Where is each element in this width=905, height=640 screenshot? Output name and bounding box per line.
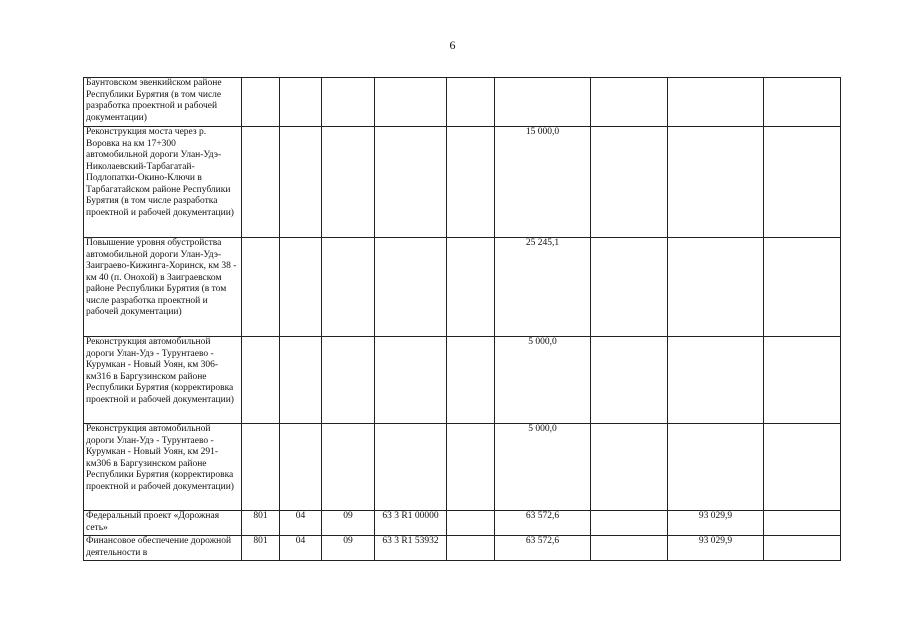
cell-value: 5 000,0 bbox=[495, 424, 591, 511]
cell-value bbox=[764, 337, 841, 424]
cell-value bbox=[242, 238, 280, 337]
cell-value bbox=[280, 127, 322, 238]
cell-value bbox=[447, 536, 495, 561]
cell-name: Финансовое обеспечение дорожной деятельности в bbox=[84, 536, 242, 561]
cell-value bbox=[668, 78, 764, 127]
cell-value bbox=[447, 424, 495, 511]
cell-value: 63 572,6 bbox=[495, 511, 591, 536]
cell-value bbox=[447, 511, 495, 536]
cell-value bbox=[242, 78, 280, 127]
cell-value bbox=[322, 127, 375, 238]
cell-value: 63 572,6 bbox=[495, 536, 591, 561]
cell-value bbox=[764, 78, 841, 127]
cell-value bbox=[668, 238, 764, 337]
cell-name: Реконструкция автомобильной дороги Улан-Удэ - Турунтаево - Курумкан - Новый Уоян, км 306-км316 в Баргузинском районе Республики Бурятия (корректировка проектной и рабочей документации) bbox=[84, 337, 242, 424]
cell-value bbox=[447, 78, 495, 127]
cell-value bbox=[375, 337, 447, 424]
cell-value bbox=[375, 424, 447, 511]
cell-value bbox=[591, 78, 668, 127]
cell-value: 63 3 R1 53932 bbox=[375, 536, 447, 561]
cell-value bbox=[280, 78, 322, 127]
cell-name: Реконструкция автомобильной дороги Улан-Удэ - Турунтаево - Курумкан - Новый Уоян, км 291-км306 в Баргузинском районе Республики Бурятия (корректировка проектной и рабочей документации) bbox=[84, 424, 242, 511]
cell-value bbox=[447, 238, 495, 337]
cell-value bbox=[322, 424, 375, 511]
cell-value: 09 bbox=[322, 511, 375, 536]
cell-value bbox=[242, 424, 280, 511]
cell-value bbox=[591, 424, 668, 511]
cell-value bbox=[668, 127, 764, 238]
cell-value bbox=[591, 511, 668, 536]
cell-value bbox=[668, 337, 764, 424]
cell-value: 801 bbox=[242, 511, 280, 536]
cell-value: 5 000,0 bbox=[495, 337, 591, 424]
cell-name: Баунтовском эвенкийском районе Республики Бурятия (в том числе разработка проектной и рабочей документации) bbox=[84, 78, 242, 127]
cell-value bbox=[375, 238, 447, 337]
table-row bbox=[84, 238, 841, 337]
table-row bbox=[84, 511, 841, 536]
cell-value bbox=[495, 78, 591, 127]
table-row bbox=[84, 536, 841, 561]
cell-value: 63 3 R1 00000 bbox=[375, 511, 447, 536]
cell-value: 15 000,0 bbox=[495, 127, 591, 238]
cell-value bbox=[447, 127, 495, 238]
budget-table bbox=[83, 77, 841, 561]
cell-value bbox=[591, 536, 668, 561]
cell-value: 93 029,9 bbox=[668, 536, 764, 561]
table-row bbox=[84, 337, 841, 424]
cell-value: 04 bbox=[280, 536, 322, 561]
cell-value bbox=[764, 536, 841, 561]
cell-value: 801 bbox=[242, 536, 280, 561]
cell-value bbox=[280, 238, 322, 337]
cell-value bbox=[591, 238, 668, 337]
cell-value bbox=[375, 78, 447, 127]
cell-value: 93 029,9 bbox=[668, 511, 764, 536]
cell-name: Повышение уровня обустройства автомобильной дороги Улан-Удэ-Заиграево-Кижинга-Хоринск, км 38 - км 40 (п. Онохой) в Заиграевском районе Республики Бурятия (в том числе разработка проектной и рабочей документации) bbox=[84, 238, 242, 337]
cell-value bbox=[280, 424, 322, 511]
cell-value bbox=[322, 78, 375, 127]
cell-value bbox=[280, 337, 322, 424]
cell-value bbox=[668, 424, 764, 511]
cell-value bbox=[764, 511, 841, 536]
cell-value bbox=[591, 337, 668, 424]
cell-value bbox=[375, 127, 447, 238]
cell-value bbox=[242, 127, 280, 238]
cell-value: 25 245,1 bbox=[495, 238, 591, 337]
table-row bbox=[84, 424, 841, 511]
cell-name: Реконструкция моста через р. Воровка на км 17+300 автомобильной дороги Улан-Удэ-Николаевский-Тарбагатай-Подлопатки-Окино-Ключи в Тарбагатайском районе Республики Бурятия (в том числе разработка проектной и рабочей документации) bbox=[84, 127, 242, 238]
cell-name: Федеральный проект «Дорожная сеть» bbox=[84, 511, 242, 536]
table-row bbox=[84, 78, 841, 127]
table-row bbox=[84, 127, 841, 238]
cell-value bbox=[322, 337, 375, 424]
cell-value bbox=[764, 127, 841, 238]
cell-value bbox=[764, 238, 841, 337]
cell-value bbox=[764, 424, 841, 511]
cell-value bbox=[447, 337, 495, 424]
cell-value bbox=[322, 238, 375, 337]
page-number: 6 bbox=[449, 38, 456, 52]
cell-value: 04 bbox=[280, 511, 322, 536]
cell-value bbox=[242, 337, 280, 424]
cell-value: 09 bbox=[322, 536, 375, 561]
cell-value bbox=[591, 127, 668, 238]
